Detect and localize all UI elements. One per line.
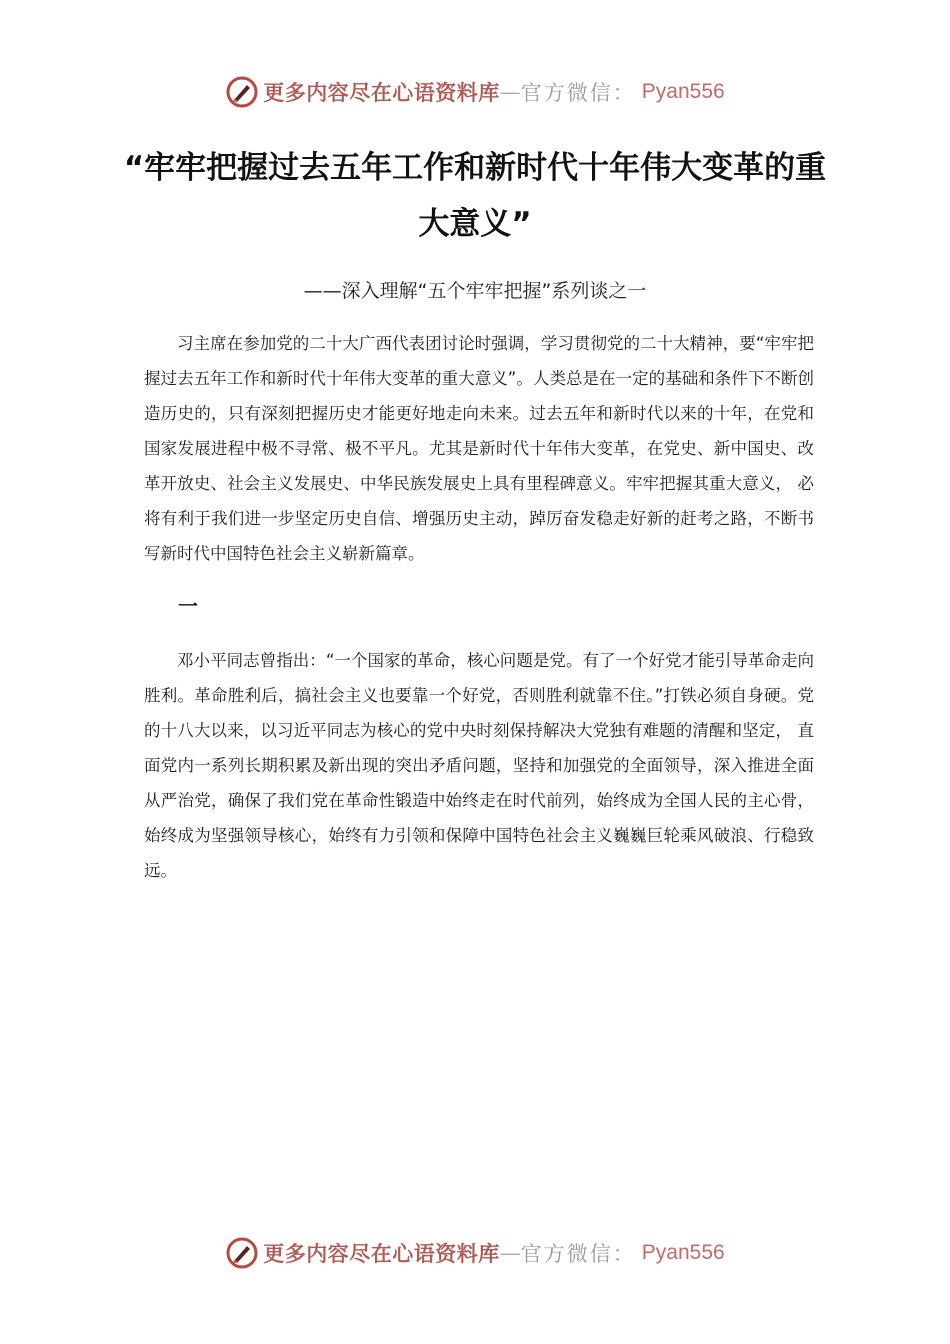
paragraph-intro: 习主席在参加党的二十大广西代表团讨论时强调，学习贯彻党的二十大精神，要“牢牢把握过去五年工作和新时代十年伟大变革的重大意义”。人类总是在一定的基础和条件下不断创造历史的，只有深刻把握历史才能更好地走向未来。过去五年和新时代以来的十年，在党和国家发展进程中极不寻常、极不平凡。尤其是新时代十年伟大变革，在党史、新中国史、改革开放史、社会主义发展史、中华民族发展史上具有里程碑意义。牢牢把握其重大意义， 必将有利于我们进一步坚定历史自信、增强历史主动，踔厉奋发稳走好新的赶考之路，不断书写新时代中国特色社会主义崭新篇章。 <box>144 334 814 563</box>
official-account-label: 官方微信： <box>520 81 636 105</box>
site-name: 更多内容尽在心语资料库 <box>263 80 500 105</box>
paragraph-section-one: 邓小平同志曾指出：“一个国家的革命，核心问题是党。有了一个好党才能引导革命走向胜利。革命胜利后，搞社会主义也要靠一个好党，否则胜利就靠不住。”打铁必须自身硬。党的十八大以来，以习近平同志为核心的党中央时刻保持解决大党独有难题的清醒和坚定， 直面党内一系列长期积累及新出现的突出矛盾问题，坚持和加强党的全面领导，深入推进全面从严治党，确保了我们党在革命性锻造中始终走在时代前列，始终成为全国人民的主心骨， 始终成为坚强领导核心，始终有力引领和保障中国特色社会主义巍巍巨轮乘风破浪、行稳致远。 <box>144 651 814 880</box>
footer-banner <box>0 1233 950 1273</box>
site-name: 更多内容尽在心语资料库 <box>263 1241 500 1266</box>
pen-logo-icon <box>225 75 259 109</box>
pen-logo-icon <box>225 1236 259 1270</box>
banner-separator: — <box>499 80 521 104</box>
section-number: 一 <box>178 594 198 618</box>
header-banner <box>0 72 950 112</box>
document-subtitle: ——深入理解“五个牢牢把握”系列谈之一 <box>303 280 647 302</box>
official-account-label: 官方微信： <box>520 1242 636 1266</box>
wechat-id: Pyan556 <box>641 1241 725 1264</box>
document-title: “牢牢把握过去五年工作和新时代十年伟大变革的重大意义” <box>123 150 827 242</box>
wechat-id: Pyan556 <box>641 80 725 103</box>
banner-separator: — <box>499 1241 521 1265</box>
